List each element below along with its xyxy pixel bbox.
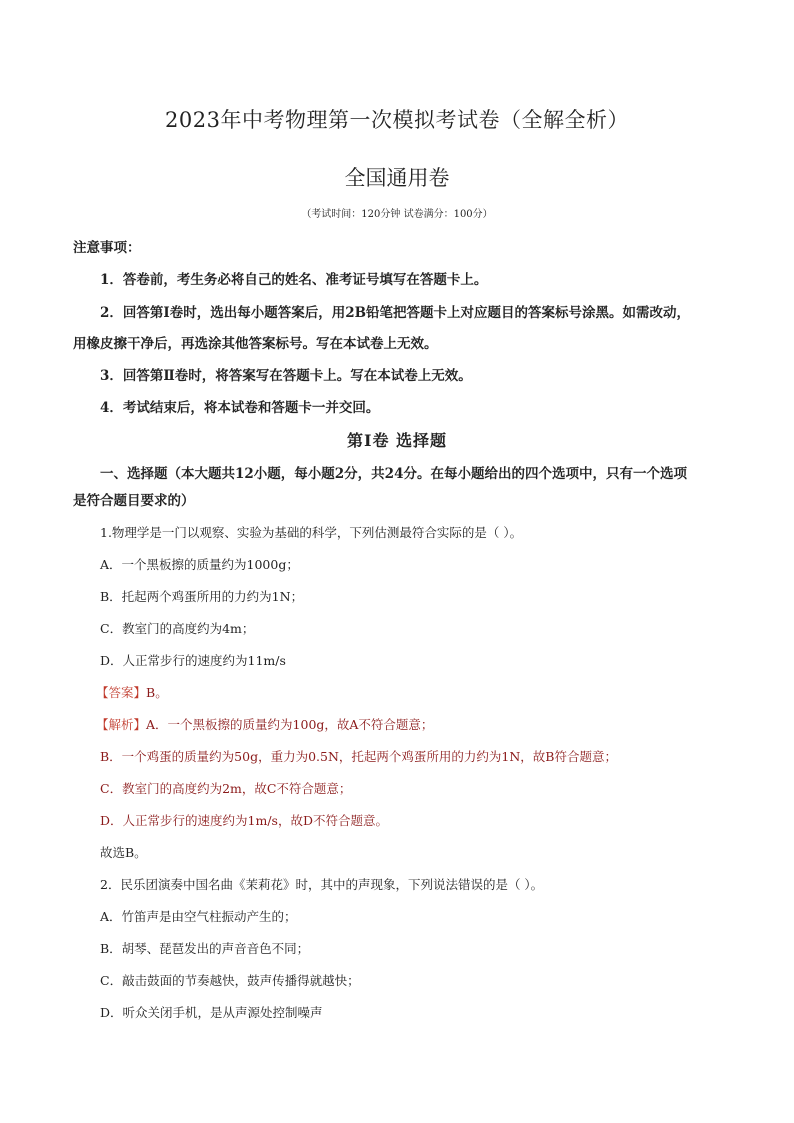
analysis-text-a: A．一个黑板擦的质量约为100g，故A不符合题意； xyxy=(146,717,434,732)
q1-analysis-b: B．一个鸡蛋的质量约为50g，重力为0.5N，托起两个鸡蛋所用的力约为1N，故B符合题意； xyxy=(100,749,617,764)
notice-item-3: 3．回答第Ⅱ卷时，将答案写在答题卡上。写在本试卷上无效。 xyxy=(100,368,472,384)
section-instruction-1: 一、选择题（本大题共12小题，每小题2分，共24分。在每小题给出的四个选项中，只有一个选项 xyxy=(100,466,687,482)
q2-option-d: D．听众关闭手机，是从声源处控制噪声 xyxy=(100,1005,323,1020)
notice-item-1: 1．答卷前，考生务必将自己的姓名、准考证号填写在答题卡上。 xyxy=(100,272,488,288)
q1-option-d: D．人正常步行的速度约为11m/s xyxy=(100,653,286,668)
section-title: 第Ⅰ卷 选择题 xyxy=(346,431,448,450)
q1-option-b: B．托起两个鸡蛋所用的力约为1N； xyxy=(100,589,304,604)
exam-title: 2023年中考物理第一次模拟考试卷（全解全析） xyxy=(165,108,629,132)
answer-value: B。 xyxy=(146,685,168,700)
q1-answer xyxy=(96,683,168,701)
exam-subtitle: 全国通用卷 xyxy=(344,166,450,190)
notice-heading: 注意事项： xyxy=(73,240,141,256)
q1-option-a: A．一个黑板擦的质量约为1000g； xyxy=(100,557,299,572)
analysis-tag: 【解析】 xyxy=(96,717,147,732)
q1-analysis-c: C．教室门的高度约为2m，故C不符合题意； xyxy=(100,781,352,796)
answer-tag: 【答案】 xyxy=(96,685,147,700)
q1-option-c: C．教室门的高度约为4m； xyxy=(100,621,255,636)
q2-option-b: B．胡琴、琵琶发出的声音音色不同； xyxy=(100,941,310,956)
notice-item-2-cont: 用橡皮擦干净后，再选涂其他答案标号。写在本试卷上无效。 xyxy=(73,336,438,352)
exam-info: （考试时间：120分钟 试卷满分：100分） xyxy=(301,209,493,220)
notice-item-2: 2．回答第Ⅰ卷时，选出每小题答案后，用2B铅笔把答题卡上对应题目的答案标号涂黑。如需改动， xyxy=(100,305,691,321)
q2-option-a: A．竹笛声是由空气柱振动产生的； xyxy=(100,909,297,924)
q2-stem: 2．民乐团演奏中国名曲《茉莉花》时，其中的声现象，下列说法错误的是（ ）。 xyxy=(100,877,544,892)
q2-option-c: C．敲击鼓面的节奏越快，鼓声传播得就越快； xyxy=(100,973,360,988)
q1-analysis-d: D．人正常步行的速度约为1m/s，故D不符合题意。 xyxy=(100,813,388,828)
q1-analysis-a xyxy=(96,715,433,733)
notice-item-4: 4．考试结束后，将本试卷和答题卡一并交回。 xyxy=(100,400,380,416)
section-instruction-2: 是符合题目要求的） xyxy=(73,493,195,509)
q1-stem: 1.物理学是一门以观察、实验为基础的科学，下列估测最符合实际的是（ ）。 xyxy=(100,525,523,540)
q1-conclusion: 故选B。 xyxy=(100,845,147,860)
